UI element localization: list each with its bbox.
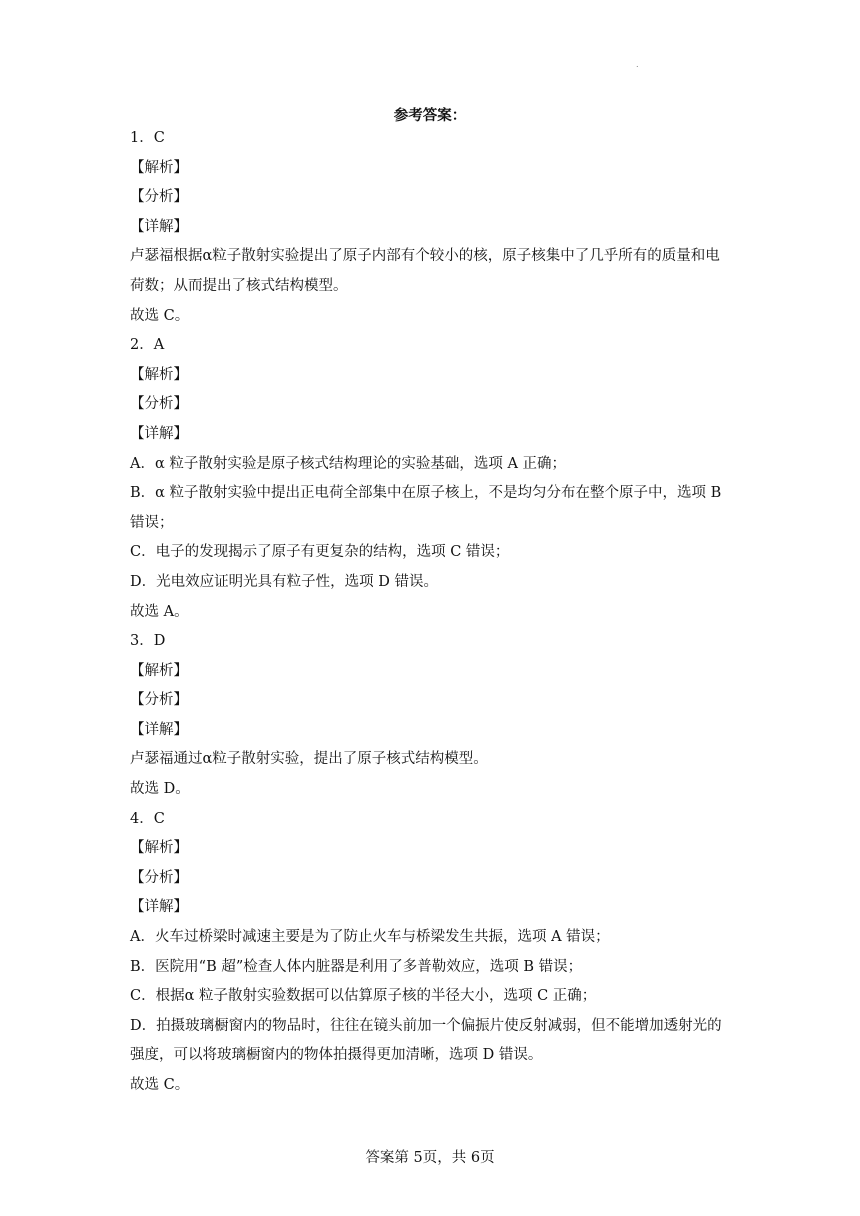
answer-1-xiangjie-label: 【详解】 <box>130 218 188 235</box>
answer-2-xiangjie-label: 【详解】 <box>130 425 188 442</box>
answer-2-conclusion: 故选 A。 <box>130 603 189 620</box>
answer-2-body-2: C．电子的发现揭示了原子有更复杂的结构，选项 C 错误； <box>130 544 510 561</box>
answer-1-number: 1．C <box>130 130 165 146</box>
answer-3-body-0: 卢瑟福通过α粒子散射实验，提出了原子核式结构模型。 <box>130 751 488 768</box>
answer-4-body-3: D．拍摄玻璃橱窗内的物品时，往往在镜头前加一个偏振片使反射减弱，但不能增加透射光的强度，可以将玻璃橱窗内的物体拍摄得更加清晰，选项 D 错误。 <box>130 1017 722 1064</box>
answer-4-number: 4．C <box>130 810 165 827</box>
answer-3-number: 3．D <box>130 633 166 650</box>
answer-1-fenxi-label: 【分析】 <box>130 189 188 206</box>
answer-4-xiangjie-label: 【详解】 <box>130 899 188 916</box>
answer-3-conclusion: 故选 D。 <box>130 781 190 798</box>
answer-4-jiexi-label: 【解析】 <box>130 840 188 857</box>
answer-2-fenxi-label: 【分析】 <box>130 396 188 413</box>
answer-3-jiexi-label: 【解析】 <box>130 662 188 679</box>
answer-2-body-0: A．α 粒子散射实验是原子核式结构理论的实验基础，选项 A 正确； <box>130 455 567 472</box>
answer-4-conclusion: 故选 C。 <box>130 1077 190 1093</box>
answer-4-body-1: B．医院用“B 超”检查人体内脏器是利用了多普勒效应，选项 B 错误； <box>130 958 583 975</box>
page-footer: 答案第 5页，共 6页 <box>365 1150 495 1166</box>
answer-1-conclusion: 故选 C。 <box>130 307 190 324</box>
answer-content <box>130 124 730 1101</box>
answer-2-body-1: B．α 粒子散射实验中提出正电荷全部集中在原子核上，不是均匀分布在整个原子中，选项 B 错误； <box>130 485 722 531</box>
page-title: 参考答案： <box>393 107 467 124</box>
answer-4-body-2: C．根据α 粒子散射实验数据可以估算原子核的半径大小，选项 C 正确； <box>130 988 597 1005</box>
answer-2-jiexi-label: 【解析】 <box>130 366 188 383</box>
answer-1-body-0: 卢瑟福根据α粒子散射实验提出了原子内部有个较小的核，原子核集中了几乎所有的质量和电荷数；从而提出了核式结构模型。 <box>130 248 720 294</box>
answer-1-jiexi-label: 【解析】 <box>130 159 188 176</box>
answer-4-body-0: A．火车过桥梁时减速主要是为了防止火车与桥梁发生共振，选项 A 错误； <box>130 929 610 946</box>
answer-2-body-3: D．光电效应证明光具有粒子性，选项 D 错误。 <box>130 573 438 590</box>
answer-4-fenxi-label: 【分析】 <box>130 869 188 886</box>
page-mark: . <box>636 60 639 69</box>
answer-3-xiangjie-label: 【详解】 <box>130 721 188 738</box>
answer-3-fenxi-label: 【分析】 <box>130 692 188 709</box>
answer-2-number: 2．A <box>130 337 165 354</box>
